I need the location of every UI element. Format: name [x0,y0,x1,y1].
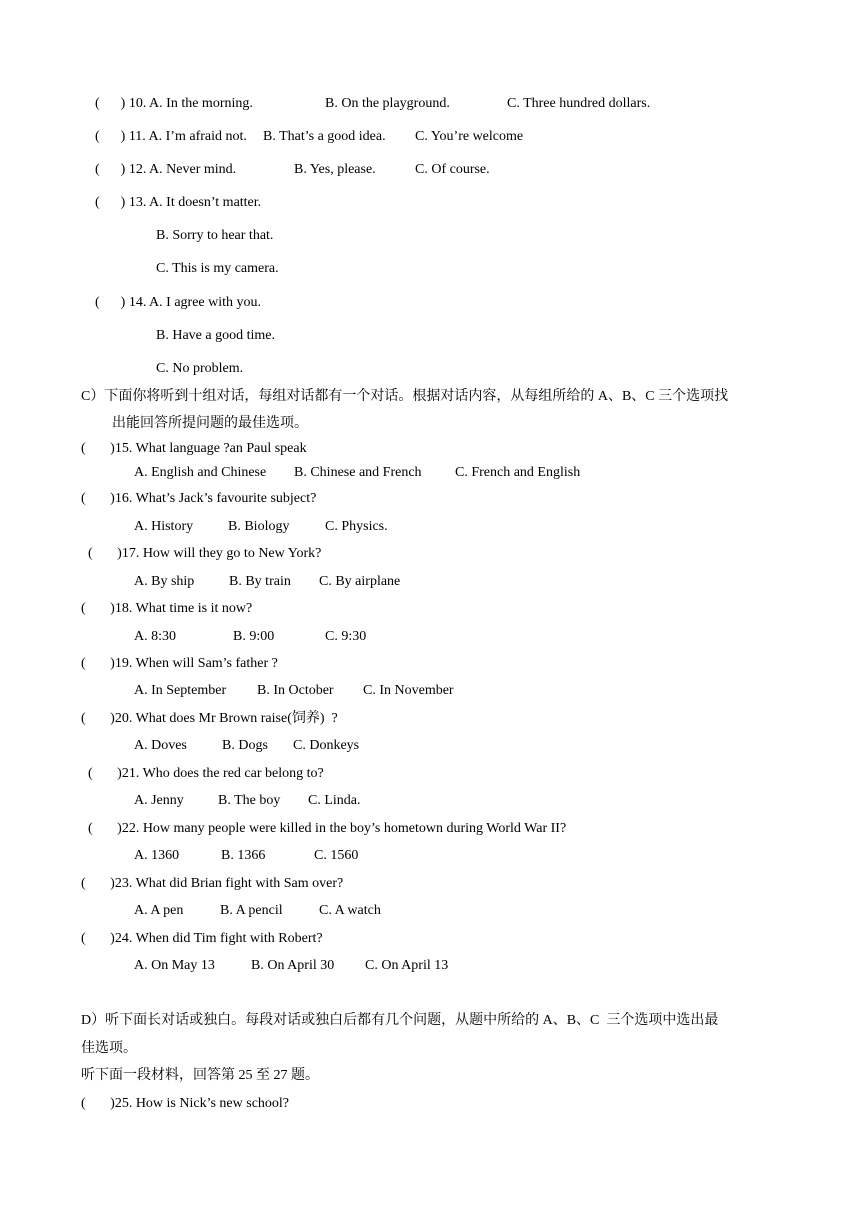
q14-option-b: B. Have a good time. [156,328,275,343]
q13-stem-option-a: ( ) 13. A. It doesn’t matter. [95,195,262,210]
q18-stem: ( )18. What time is it now? [81,601,253,616]
q24-stem: ( )24. When did Tim fight with Robert? [81,931,323,946]
q12-stem-option-a: ( ) 12. A. Never mind. [95,162,237,177]
q23-option-c: C. A watch [319,903,381,918]
q10-stem-option-a: ( ) 10. A. In the morning. [95,96,253,111]
q10-option-b: B. On the playground. [325,96,450,111]
q11-option-c: C. You’re welcome [415,129,524,144]
q15-stem: ( )15. What language ?an Paul speak [81,441,307,456]
q18-option-b: B. 9:00 [233,629,275,644]
q16-option-a: A. History [134,519,194,534]
q20-stem: ( )20. What does Mr Brown raise(饲养) ? [81,711,338,726]
q17-option-b: B. By train [229,574,291,589]
q14-stem-option-a: ( ) 14. A. I agree with you. [95,295,262,310]
section-c-instruction-line2: 出能回答所提问题的最佳选项。 [112,416,308,431]
q20-option-b: B. Dogs [222,738,268,753]
section-d-instruction-line1: D）听下面长对话或独白。每段对话或独白后都有几个问题，从题中所给的 A、B、C 三个选项中选出最 [81,1013,719,1028]
q16-stem: ( )16. What’s Jack’s favourite subject? [81,491,317,506]
q21-stem: ( )21. Who does the red car belong to? [88,766,324,781]
q17-option-a: A. By ship [134,574,195,589]
q11-option-b: B. That’s a good idea. [263,129,386,144]
q16-option-c: C. Physics. [325,519,388,534]
q22-option-c: C. 1560 [314,848,359,863]
q13-option-b: B. Sorry to hear that. [156,228,274,243]
q12-option-b: B. Yes, please. [294,162,376,177]
q16-option-b: B. Biology [228,519,290,534]
q21-option-c: C. Linda. [308,793,361,808]
section-c-instruction-line1: C）下面你将听到十组对话，每组对话都有一个对话。根据对话内容，从每组所给的 A、B、C 三个选项找 [81,389,729,404]
q23-option-b: B. A pencil [220,903,283,918]
q14-option-c: C. No problem. [156,361,244,376]
q18-option-c: C. 9:30 [325,629,367,644]
q19-option-b: B. In October [257,683,334,698]
q12-option-c: C. Of course. [415,162,490,177]
q24-option-c: C. On April 13 [365,958,449,973]
q24-option-a: A. On May 13 [134,958,215,973]
q21-option-b: B. The boy [218,793,281,808]
q10-option-c: C. Three hundred dollars. [507,96,651,111]
q19-option-a: A. In September [134,683,227,698]
q20-option-c: C. Donkeys [293,738,360,753]
q17-option-c: C. By airplane [319,574,401,589]
q23-option-a: A. A pen [134,903,184,918]
q22-option-b: B. 1366 [221,848,266,863]
q13-option-c: C. This is my camera. [156,261,279,276]
question-13 [95,195,262,227]
q22-option-a: A. 1360 [134,848,180,863]
section-d-instruction-line3: 听下面一段材料，回答第 25 至 27 题。 [81,1068,319,1083]
q15-option-b: B. Chinese and French [294,465,422,480]
q15-option-a: A. English and Chinese [134,465,267,480]
q11-stem-option-a: ( ) 11. A. I’m afraid not. [95,129,247,144]
q25-stem: ( )25. How is Nick’s new school? [81,1096,290,1111]
q19-stem: ( )19. When will Sam’s father ? [81,656,278,671]
q20-option-a: A. Doves [134,738,187,753]
section-d-instruction-line2: 佳选项。 [81,1041,137,1056]
q23-stem: ( )23. What did Brian fight with Sam over? [81,876,344,891]
question-14 [95,295,262,327]
q17-stem: ( )17. How will they go to New York? [88,546,322,561]
q18-option-a: A. 8:30 [134,629,176,644]
q15-option-c: C. French and English [455,465,581,480]
q22-stem: ( )22. How many people were killed in the boy’s hometown during World War II? [88,821,567,836]
q24-option-b: B. On April 30 [251,958,335,973]
q19-option-c: C. In November [363,683,454,698]
q21-option-a: A. Jenny [134,793,184,808]
